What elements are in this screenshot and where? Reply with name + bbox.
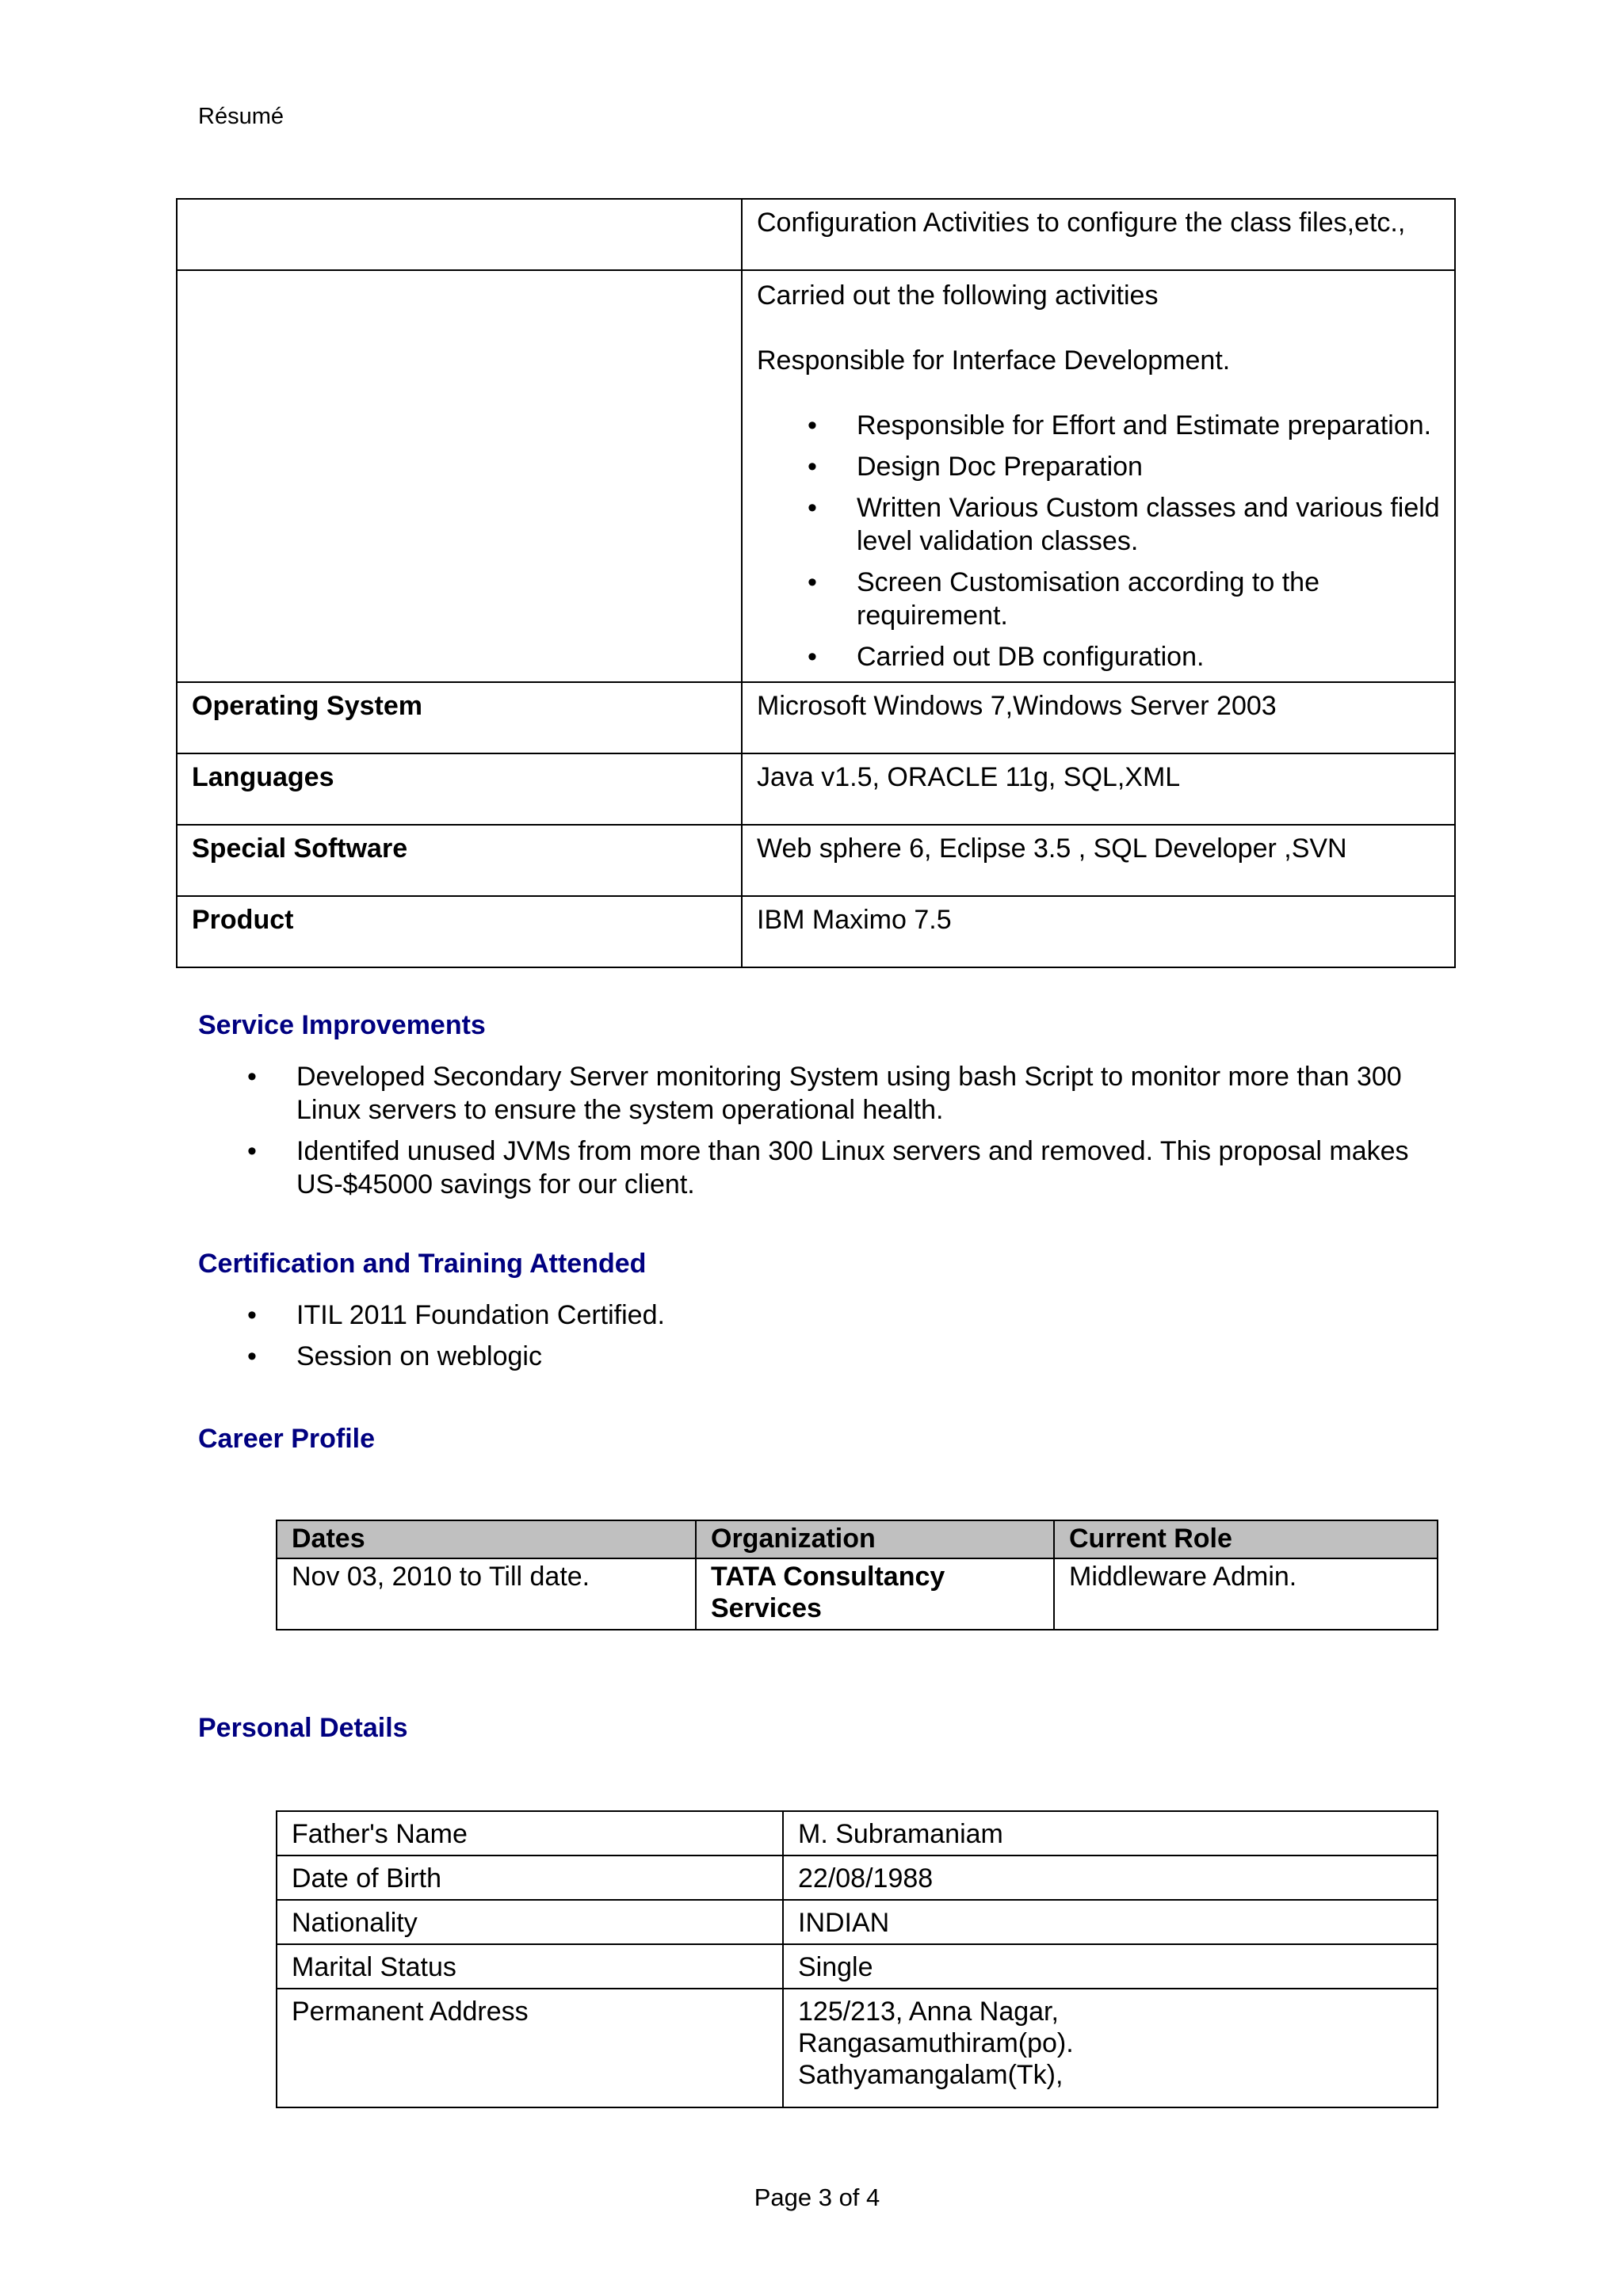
column-header-organization: Organization [696,1520,1054,1558]
table-row [177,825,1455,896]
row-value: Java v1.5, ORACLE 11g, SQL,XML [742,753,1455,825]
detail-value: M. Subramaniam [783,1811,1438,1855]
row-label: Product [177,896,742,967]
table-header-row [277,1520,1438,1558]
address-line: Rangasamuthiram(po). [798,2028,1074,2058]
table-row [277,1900,1438,1944]
column-header-role: Current Role [1054,1520,1438,1558]
page-number: Page 3 of 4 [754,2183,880,2211]
header-label: Résumé [198,104,284,129]
continued-text-cell [742,199,1455,270]
table-row [177,682,1455,753]
row-value: Microsoft Windows 7,Windows Server 2003 [742,682,1455,753]
career-profile-table [276,1520,1438,1630]
personal-details-table [276,1810,1438,2108]
table-row [177,270,1455,682]
detail-key: Nationality [277,1900,783,1944]
activities-intro: Carried out the following activities [757,280,1159,311]
list-item: • Developed Secondary Server monitoring System using bash Script to monitor more than 300 Linux servers to ensure the system operational health. [296,1060,1461,1127]
list-item: • ITIL 2011 Foundation Certified. [296,1299,1461,1332]
table-row [277,1855,1438,1900]
list-item: • Carried out DB configuration. [857,640,1440,673]
list-item: • Session on weblogic [296,1340,1461,1373]
table-row [277,1944,1438,1989]
address-line: 125/213, Anna Nagar, [798,1997,1059,2027]
career-organization: TATA Consultancy Services [696,1558,1054,1630]
table-row [177,896,1455,967]
row-value: IBM Maximo 7.5 [742,896,1455,967]
address-value [783,1989,1438,2107]
service-improvements-heading: Service Improvements [198,1010,486,1040]
empty-label-cell [177,199,742,270]
table-row [177,199,1455,270]
detail-value: Single [783,1944,1438,1989]
activities-list [757,409,1440,673]
detail-key: Date of Birth [277,1855,783,1900]
detail-key: Marital Status [277,1944,783,1989]
row-label: Operating System [177,682,742,753]
certification-heading: Certification and Training Attended [198,1249,647,1279]
list-item: • Screen Customisation according to the requirement. [857,566,1440,632]
list-item: • Identifed unused JVMs from more than 300 Linux servers and removed. This proposal makes US-$45000 savings for our client. [296,1135,1461,1201]
table-row [177,753,1455,825]
career-profile-heading: Career Profile [198,1424,375,1454]
row-label: Languages [177,753,742,825]
activities-lead: Responsible for Interface Development. [757,345,1231,376]
list-item: • Design Doc Preparation [857,450,1440,483]
column-header-dates: Dates [277,1520,696,1558]
continued-text: Configuration Activities to configure the class files,etc., [757,208,1406,238]
detail-value: INDIAN [783,1900,1438,1944]
detail-value: 22/08/1988 [783,1855,1438,1900]
detail-key: Permanent Address [277,1989,783,2107]
activities-cell [742,270,1455,682]
empty-label-cell [177,270,742,682]
career-dates: Nov 03, 2010 to Till date. [277,1558,696,1630]
row-value: Web sphere 6, Eclipse 3.5 , SQL Developer ,SVN [742,825,1455,896]
certification-list [296,1299,1461,1381]
list-item: • Responsible for Effort and Estimate preparation. [857,409,1440,442]
table-row [277,1989,1438,2107]
detail-key: Father's Name [277,1811,783,1855]
list-item: • Written Various Custom classes and various field level validation classes. [857,491,1440,558]
project-details-table [176,198,1456,968]
service-improvements-list [296,1060,1461,1209]
table-row [277,1811,1438,1855]
career-role: Middleware Admin. [1054,1558,1438,1630]
row-label: Special Software [177,825,742,896]
table-row [277,1558,1438,1630]
address-line: Sathyamangalam(Tk), [798,2060,1064,2090]
personal-details-heading: Personal Details [198,1713,408,1743]
